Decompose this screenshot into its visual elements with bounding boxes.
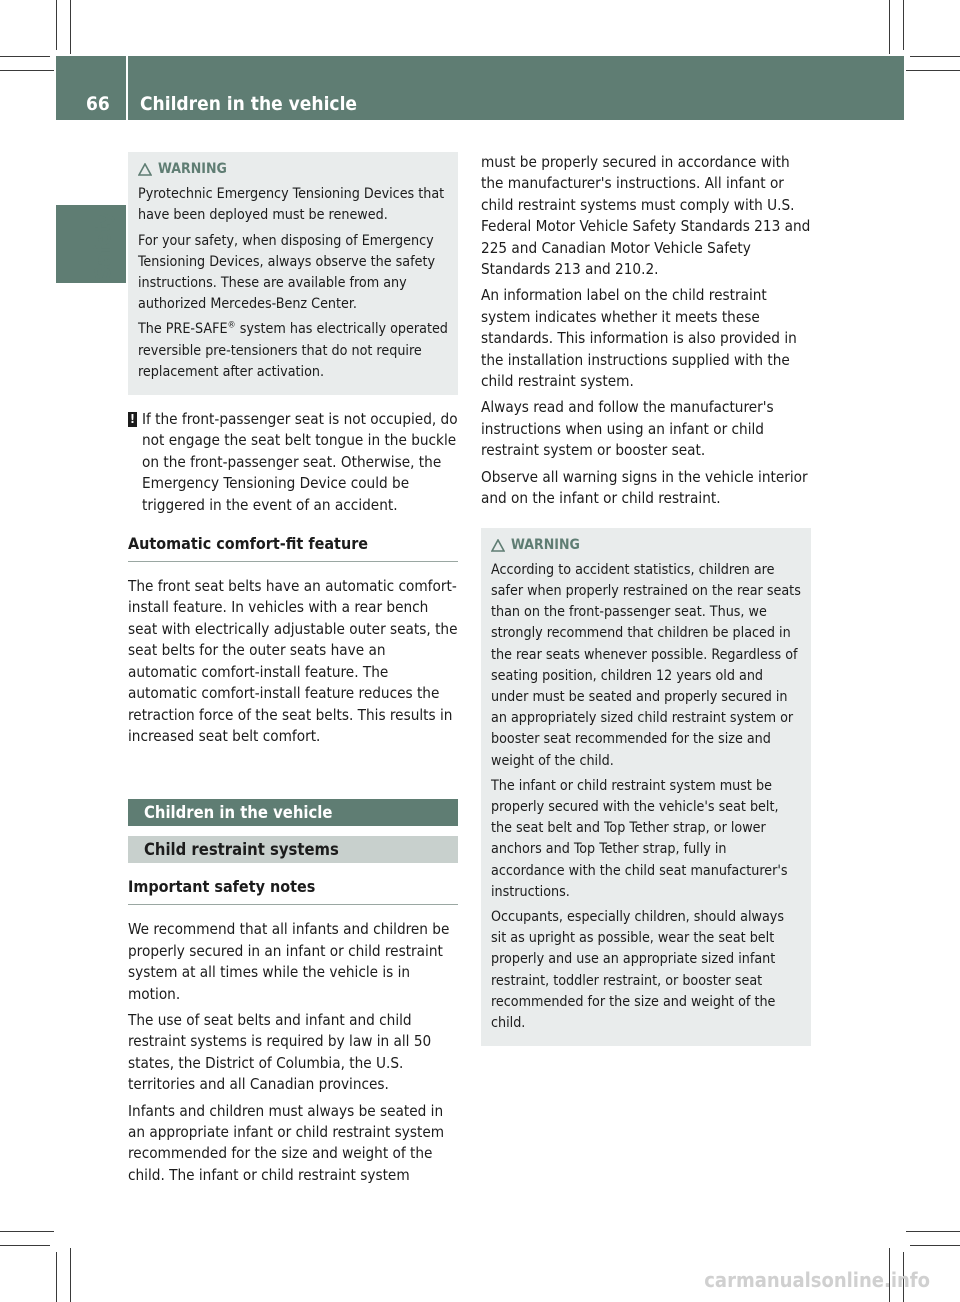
warning-triangle-icon [138, 163, 152, 176]
comfort-fit-heading: Automatic comfort-fit feature [128, 534, 458, 562]
paragraph: We recommend that all infants and children be properly secured in an infant or child restraint system at all times while the vehicle is in motion. [128, 920, 450, 1003]
crop-mark [56, 0, 57, 50]
warning-text: Pyrotechnic Emergency Tensioning Devices that have been deployed must be renewed. [138, 186, 445, 224]
note-block [128, 409, 458, 516]
warning-text: Occupants, especially children, should always sit as upright as possible, wear the seat belt properly and use an appropriate sized infant restraint, toddler restraint, or booster seat recommended for the size and weight of the child. [491, 908, 784, 1031]
comfort-fit-text: The front seat belts have an automatic comfort-install feature. In vehicles with a rear bench seat with electrically adjustable outer seats, the seat belts for the outer seats have an automatic comfort-install feature. The automatic comfort-install feature reduces the retraction force of the seat belts. This results in increased seat belt comfort. [128, 577, 458, 745]
crop-mark [56, 1252, 57, 1302]
section-tab-label: Safety [91, 211, 115, 280]
header-divider [126, 56, 128, 120]
paragraph: must be properly secured in accordance with the manufacturer's instructions. All infant or child restraint systems must comply with U.S. Federal Motor Vehicle Safety Standards 213 and 225 and Canadian Motor Vehicle Safety Standards 213 and 210.2. [481, 153, 811, 279]
warning-heading [138, 159, 448, 180]
crop-mark [906, 70, 960, 71]
subsection-band: Child restraint systems [128, 836, 458, 863]
warning-box [481, 528, 811, 1047]
paragraph: Observe all warning signs in the vehicle interior and on the infant or child restraint. [481, 467, 808, 508]
page-title: Children in the vehicle [140, 93, 358, 115]
crop-mark [70, 1248, 71, 1302]
paragraph: The use of seat belts and infant and child restraint systems is required by law in all 50 states, the District of Columbia, the U.S. territories and all Canadian provinces. [128, 1010, 432, 1094]
crop-mark [910, 56, 960, 57]
warning-text [138, 319, 448, 383]
warning-label: WARNING [158, 161, 227, 177]
registered-mark: ® [227, 320, 236, 331]
crop-mark [910, 1245, 960, 1246]
note-text: If the front-passenger seat is not occupied, do not engage the seat belt tongue in the buckle on the front-passenger seat. Otherwise, the Emergency Tensioning Device could be triggered in the event of an accident. [142, 410, 458, 514]
safety-notes-heading: Important safety notes [128, 877, 458, 905]
crop-mark [0, 1245, 50, 1246]
crop-mark [70, 0, 71, 54]
warning-box [128, 152, 458, 395]
crop-mark [903, 0, 904, 50]
right-column [481, 152, 811, 1046]
pre-safe-name: The PRE-SAFE [138, 321, 228, 338]
warning-heading [491, 535, 801, 556]
crop-mark [906, 1231, 960, 1232]
warning-text: According to accident statistics, children are safer when properly restrained on the rear seats than on the front-passenger seat. Thus, we strongly recommend that children be placed in the rear seats whenever possible. Regardless of seating position, children 12 years old and under must be seated and properly secured in an appropriately sized child restraint system or booster seat recommended for the size and weight of the child. [491, 561, 801, 769]
paragraph: Infants and children must always be seated in an appropriate infant or child restraint system recommended for the size and weight of the child. The infant or child restraint system [128, 1101, 445, 1184]
page-number: 66 [86, 93, 110, 115]
paragraph: Always read and follow the manufacturer's instructions when using an infant or child restraint system or booster seat. [481, 398, 774, 460]
warning-label: WARNING [511, 536, 580, 553]
left-column [128, 152, 458, 1191]
pre-safe-text: system has electrically operated reversible pre-tensioners that do not require replacement after activation. [138, 321, 448, 380]
crop-mark [0, 70, 54, 71]
watermark: carmanualsonline.info [704, 1268, 930, 1292]
paragraph: An information label on the child restraint system indicates whether it meets these standards. This information is also provided in the installation instructions supplied with the child restraint system. [481, 286, 797, 391]
crop-mark [889, 0, 890, 54]
warning-triangle-icon [491, 539, 505, 552]
warning-text: The infant or child restraint system must be properly secured with the vehicle's seat belt, the seat belt and Top Tether strap, or lower anchors and Top Tether strap, fully in accordance with the child seat manufacturer's instructions. [491, 777, 788, 900]
note-exclamation-icon: ! [128, 412, 137, 427]
warning-text: For your safety, when disposing of Emergency Tensioning Devices, always observe the safety instructions. These are available from any authorized Mercedes-Benz Center. [138, 232, 436, 313]
section-band: Children in the vehicle [128, 799, 458, 826]
crop-mark [0, 1231, 54, 1232]
crop-mark [0, 56, 50, 57]
